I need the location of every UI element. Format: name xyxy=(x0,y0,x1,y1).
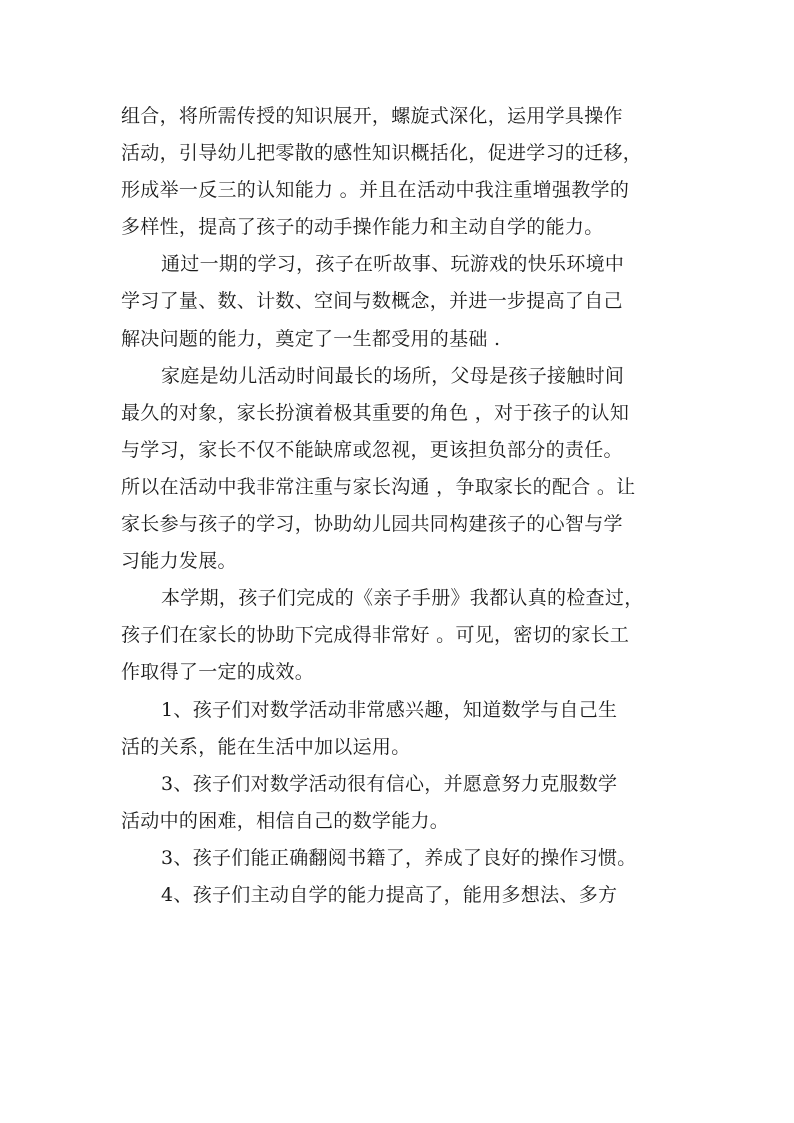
list-item-first-line: 1、孩子们对数学活动非常感兴趣，知道数学与自己生 xyxy=(161,698,618,721)
text-line: 孩子们在家长的协助下完成得非常好 。可见，密切的家长工 xyxy=(121,624,630,647)
list-item-first-line: 3、孩子们能正确翻阅书籍了，养成了良好的操作习惯。 xyxy=(161,846,637,869)
paragraph-first-line: 家庭是幼儿活动时间最长的场所，父母是孩子接触时间 xyxy=(161,364,625,387)
text-line: 解决问题的能力，奠定了一生都受用的基础 . xyxy=(121,327,501,350)
text-line: 活动中的困难，相信自己的数学能力。 xyxy=(121,809,450,832)
list-item-first-line: 3、孩子们对数学活动很有信心，并愿意努力克服数学 xyxy=(161,772,618,795)
text-line: 所以在活动中我非常注重与家长沟通 ，争取家长的配合 。让 xyxy=(121,475,636,498)
text-line: 活的关系，能在生活中加以运用。 xyxy=(121,735,411,758)
paragraph-first-line: 通过一期的学习，孩子在听故事、玩游戏的快乐环境中 xyxy=(161,253,625,276)
list-item-first-line: 4、孩子们主动自学的能力提高了，能用多想法、多方 xyxy=(161,883,618,906)
text-line: 形成举一反三的认知能力 。并且在活动中我注重增强教学的 xyxy=(121,179,630,202)
text-line: 最久的对象，家长扮演着极其重要的角色 ，对于孩子的认知 xyxy=(121,401,630,424)
text-line: 作取得了一定的成效。 xyxy=(121,661,315,684)
paragraph-first-line: 本学期，孩子们完成的《亲子手册》我都认真的检查过， xyxy=(161,587,644,610)
text-line: 家长参与孩子的学习，协助幼儿园共同构建孩子的心智与学 xyxy=(121,513,623,536)
text-line: 活动，引导幼儿把零散的感性知识概括化，促进学习的迁移， xyxy=(121,142,643,165)
text-line: 与学习，家长不仅不能缺席或忽视，更该担负部分的责任。 xyxy=(121,438,623,461)
text-line: 组合，将所需传授的知识展开，螺旋式深化，运用学具操作 xyxy=(121,105,623,127)
text-line: 学习了量、数、计数、空间与数概念，并进一步提高了自己 xyxy=(121,290,623,313)
document-body xyxy=(121,98,681,914)
text-line: 习能力发展。 xyxy=(121,550,237,573)
text-line: 多样性，提高了孩子的动手操作能力和主动自学的能力。 xyxy=(121,216,604,239)
